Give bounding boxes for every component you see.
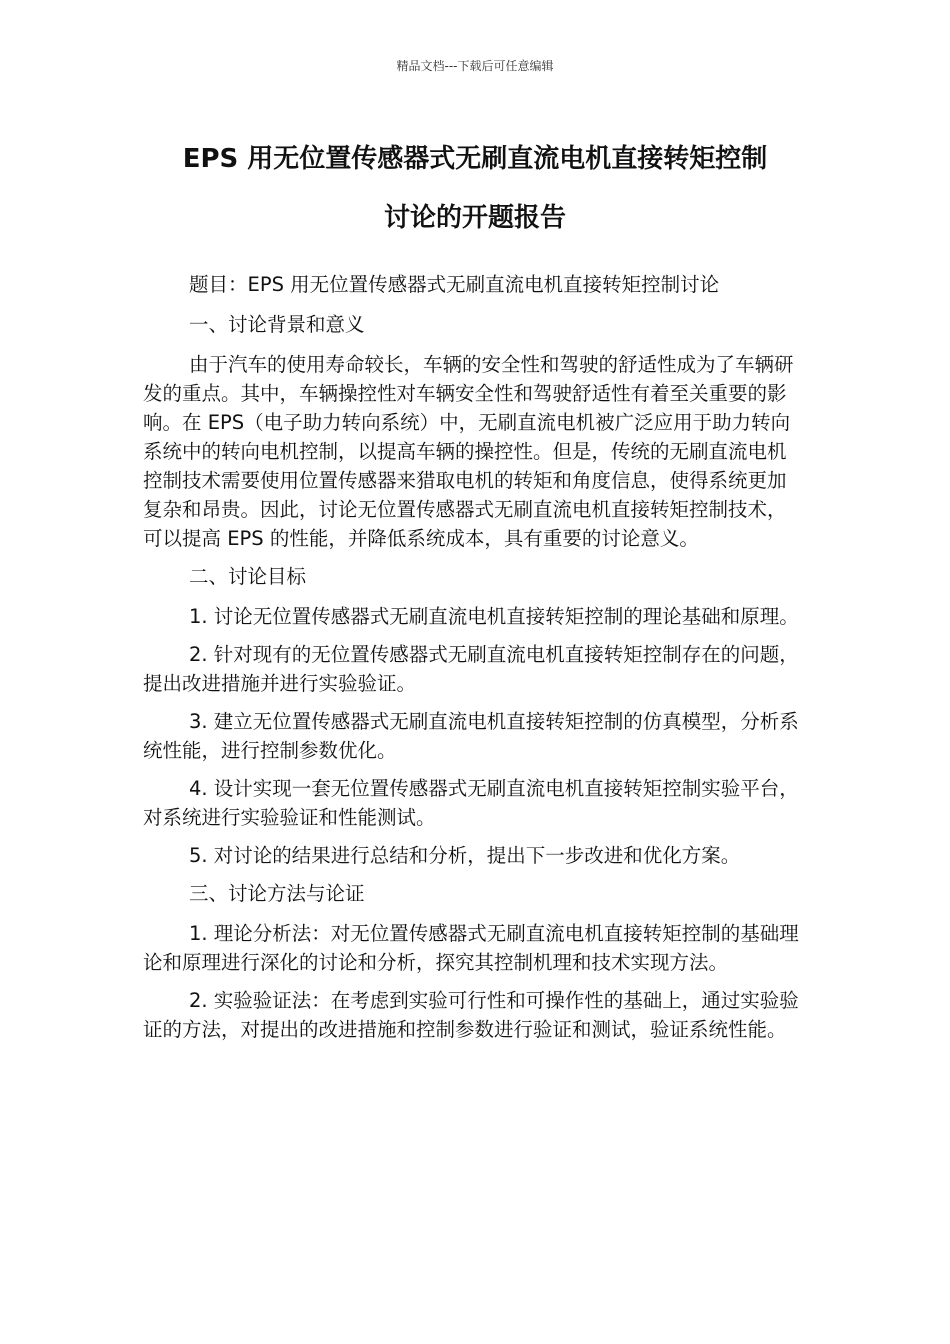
goal-item: 3. 建立无位置传感器式无刷直流电机直接转矩控制的仿真模型，分析系统性能，进行控制参数优化。 xyxy=(143,710,799,762)
title-line-1: EPS 用无位置传感器式无刷直流电机直接转矩控制 xyxy=(182,144,768,174)
document-title xyxy=(143,130,807,248)
method-item: 2. 实验验证法：在考虑到实验可行性和可操作性的基础上，通过实验验证的方法，对提出的改进措施和控制参数进行验证和测试，验证系统性能。 xyxy=(143,989,799,1041)
goal-item: 5. 对讨论的结果进行总结和分析，提出下一步改进和优化方案。 xyxy=(189,844,741,867)
goal-item: 1. 讨论无位置传感器式无刷直流电机直接转矩控制的理论基础和原理。 xyxy=(189,605,799,628)
title-line-2: 讨论的开题报告 xyxy=(383,203,566,233)
method-item: 1. 理论分析法：对无位置传感器式无刷直流电机直接转矩控制的基础理论和原理进行深化的讨论和分析，探究其控制机理和技术实现方法。 xyxy=(143,922,799,974)
goal-item: 2. 针对现有的无位置传感器式无刷直流电机直接转矩控制存在的问题，提出改进措施并进行实验验证。 xyxy=(143,643,799,695)
background-paragraph: 由于汽车的使用寿命较长，车辆的安全性和驾驶的舒适性成为了车辆研发的重点。其中，车辆操控性对车辆安全性和驾驶舒适性有着至关重要的影响。在 EPS（电子助力转向系统）中，无刷直流电机被广泛应用于助力转向系统中的转向电机控制，以提高车辆的操控性。但是，传统的无刷直流电机控制技术需要使用位置传感器来猎取电机的转矩和角度信息，使得系统更加复杂和昂贵。因此，讨论无位置传感器式无刷直流电机直接转矩控制技术，可以提高 EPS 的性能，并降低系统成本，具有重要的讨论意义。 xyxy=(143,353,794,550)
section-heading-methods: 三、讨论方法与论证 xyxy=(189,882,365,905)
document-body xyxy=(143,270,799,1053)
header-note: 精品文档---下载后可任意编辑 xyxy=(396,59,554,73)
section-heading-goals: 二、讨论目标 xyxy=(189,565,307,588)
goal-item: 4. 设计实现一套无位置传感器式无刷直流电机直接转矩控制实验平台，对系统进行实验验证和性能测试。 xyxy=(143,777,799,829)
section-heading-background: 一、讨论背景和意义 xyxy=(189,313,365,336)
subject-line: 题目：EPS 用无位置传感器式无刷直流电机直接转矩控制讨论 xyxy=(189,273,720,296)
